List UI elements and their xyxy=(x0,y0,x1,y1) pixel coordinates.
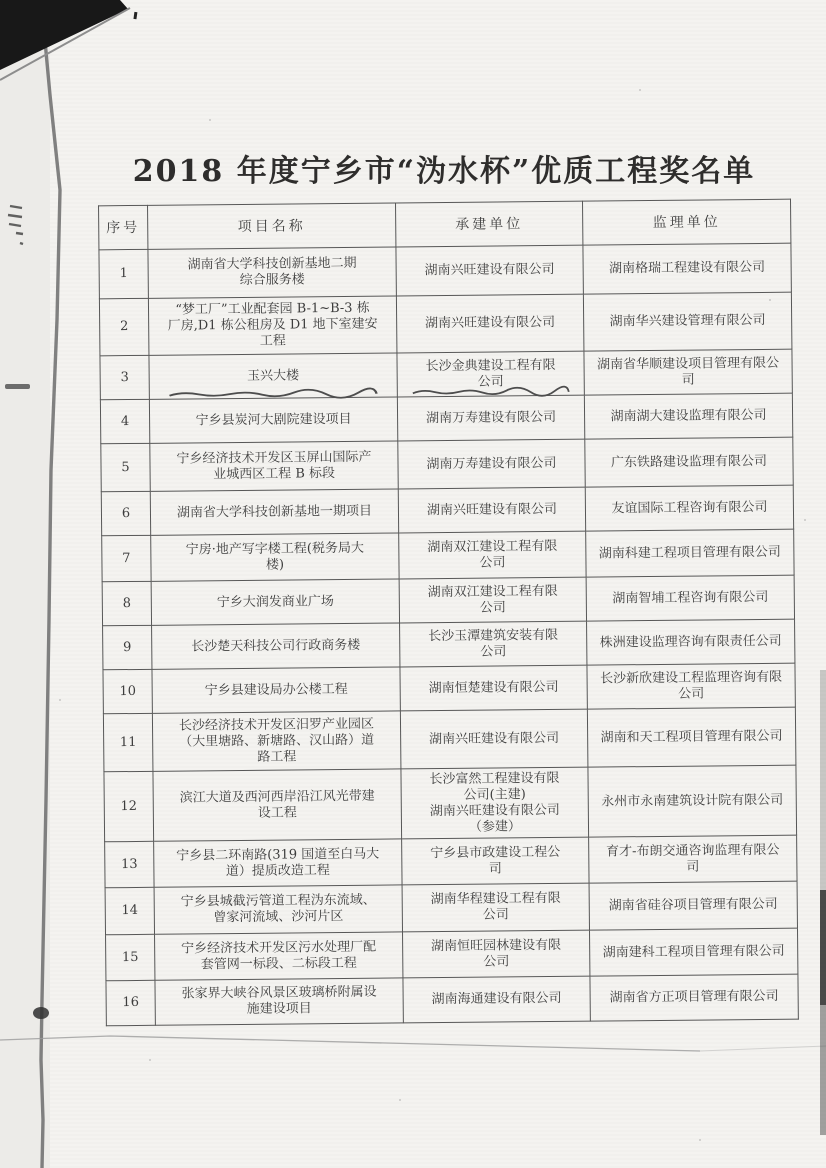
builder-cell xyxy=(397,351,584,397)
supervisor-cell xyxy=(584,349,792,395)
table-row xyxy=(101,437,793,492)
project-name-cell xyxy=(149,353,397,399)
award-table-body xyxy=(99,243,798,1026)
supervisor-cell xyxy=(583,292,792,351)
row-number xyxy=(103,713,153,771)
supervisor-cell xyxy=(589,928,797,976)
project-name-cell xyxy=(150,489,398,535)
builder-cell xyxy=(400,621,587,667)
supervisor-cell-text: 湖南湖大建设监理有限公司 xyxy=(610,407,767,424)
supervisor-cell xyxy=(589,881,797,930)
row-number xyxy=(101,491,150,535)
table-row xyxy=(106,974,798,1026)
row-number xyxy=(105,841,154,887)
row-number xyxy=(103,669,152,713)
table-row xyxy=(104,765,797,842)
builder-cell xyxy=(402,883,589,932)
row-number-text: 12 xyxy=(120,798,138,814)
page-title: 2018 年度宁乡市“沩水杯”优质工程奖名单 xyxy=(132,154,756,189)
supervisor-cell-text: 湖南科建工程项目管理有限公司 xyxy=(598,544,781,562)
supervisor-cell-text: 湖南建科工程项目管理有限公司 xyxy=(602,943,785,961)
corner-scratch-line xyxy=(0,8,130,80)
table-row xyxy=(102,529,794,582)
supervisor-cell-text: 永州市永南建筑设计院有限公司 xyxy=(601,792,784,810)
row-number xyxy=(106,980,155,1025)
supervisor-cell-text: 湖南华兴建设管理有限公司 xyxy=(609,312,766,330)
header-builder: 承建单位 xyxy=(396,201,583,247)
row-number-text: 3 xyxy=(120,369,129,385)
project-name-cell-text: 宁房·地产写字楼工程(税务局大 楼) xyxy=(185,540,364,573)
row-number xyxy=(101,443,150,491)
supervisor-cell xyxy=(584,393,792,439)
row-number-text: 6 xyxy=(121,505,131,521)
builder-cell xyxy=(403,976,590,1023)
supervisor-cell-text: 湖南和天工程项目管理有限公司 xyxy=(600,728,783,746)
award-table-container xyxy=(98,199,798,1027)
fold-line-bottom-faint xyxy=(700,1046,826,1051)
table-row xyxy=(99,292,792,356)
project-name-cell xyxy=(151,579,399,625)
row-number-text: 8 xyxy=(122,595,132,611)
table-row xyxy=(106,928,798,981)
supervisor-cell xyxy=(590,974,798,1021)
corner-fold-artifact xyxy=(0,0,128,70)
supervisor-cell-text: 湖南省方正项目管理有限公司 xyxy=(609,988,779,1006)
ink-smudge-upper xyxy=(8,206,23,244)
row-number-text: 11 xyxy=(119,734,137,750)
table-header-row xyxy=(99,199,791,250)
project-name-cell-text: 宁乡县炭河大剧院建设项目 xyxy=(195,411,352,428)
supervisor-cell xyxy=(586,529,794,577)
builder-cell-text: 湖南兴旺建设有限公司 xyxy=(425,314,556,332)
project-name-cell xyxy=(152,711,401,771)
table-row xyxy=(103,663,795,714)
builder-cell-text: 长沙玉潭建筑安装有限 公司 xyxy=(428,627,559,660)
table-row xyxy=(103,619,795,670)
builder-cell-text: 湖南恒楚建设有限公司 xyxy=(428,679,559,696)
row-number xyxy=(103,625,152,669)
project-name-cell-text: 玉兴大楼 xyxy=(247,367,300,384)
ink-smudge-lower xyxy=(5,384,30,389)
supervisor-cell-text: 湖南省华顺建设项目管理有限公 司 xyxy=(596,355,780,388)
supervisor-cell xyxy=(586,575,794,621)
ink-blob-bottom-left xyxy=(33,1007,49,1019)
builder-cell xyxy=(399,577,586,623)
project-name-cell-text: 宁乡县城截污管道工程沩东流域、 曾家河流域、沙河片区 xyxy=(180,892,376,926)
builder-cell-text: 湖南海通建设有限公司 xyxy=(431,990,562,1008)
table-row xyxy=(100,393,792,444)
table-row xyxy=(103,707,796,772)
builder-cell xyxy=(403,930,590,978)
project-name-cell-text: 张家界大峡谷风景区玻璃桥附属设 施建设项目 xyxy=(181,984,377,1017)
row-number xyxy=(106,934,155,980)
row-number xyxy=(99,298,149,355)
row-number xyxy=(102,535,151,581)
top-tick-mark xyxy=(133,12,137,19)
fold-line-bottom xyxy=(0,1036,700,1051)
builder-cell-text: 湖南华程建设工程有限 公司 xyxy=(430,890,561,923)
row-number xyxy=(104,771,154,841)
builder-cell-text: 长沙金典建设工程有限 公司 xyxy=(425,357,556,390)
project-name-cell xyxy=(148,296,397,355)
project-name-cell xyxy=(155,932,403,980)
builder-cell xyxy=(402,837,589,885)
supervisor-cell xyxy=(589,835,797,883)
supervisor-cell xyxy=(587,663,795,709)
project-name-cell-text: 宁乡县二环南路(319 国道至白马大 道）提质改造工程 xyxy=(176,846,380,879)
row-number-text: 1 xyxy=(119,266,128,282)
builder-cell xyxy=(400,665,587,711)
builder-cell-text: 湖南兴旺建设有限公司 xyxy=(429,730,560,747)
builder-cell xyxy=(399,531,586,579)
project-name-cell-text: “梦工厂”工业配套园 B-1~B-3 栋 厂房,D1 栋公租房及 D1 地下室建安 工程 xyxy=(167,300,378,349)
builder-cell xyxy=(396,245,583,296)
supervisor-cell xyxy=(588,765,797,837)
table-row xyxy=(99,243,791,299)
header-supervisor: 监理单位 xyxy=(582,199,790,245)
builder-cell xyxy=(398,487,585,533)
supervisor-cell xyxy=(587,619,795,665)
table-row xyxy=(102,575,794,626)
row-number-text: 2 xyxy=(119,319,129,335)
project-name-cell xyxy=(153,769,402,841)
builder-cell-text: 长沙富然工程建设有限 公司(主建) 湖南兴旺建设有限公司 （参建） xyxy=(429,770,560,835)
project-name-cell xyxy=(152,667,400,713)
builder-cell-text: 湖南双江建设工程有限 公司 xyxy=(427,583,558,616)
builder-cell-text: 湖南兴旺建设有限公司 xyxy=(424,261,555,279)
supervisor-cell-text: 株洲建设监理咨询有限责任公司 xyxy=(599,633,782,651)
row-number-text: 7 xyxy=(122,550,131,566)
scanner-margin xyxy=(0,0,50,1168)
table-row xyxy=(101,485,793,536)
project-name-cell-text: 湖南省大学科技创新基地二期 综合服务楼 xyxy=(187,255,357,288)
row-number-text: 14 xyxy=(121,902,139,919)
table-row xyxy=(105,835,797,888)
builder-cell xyxy=(396,294,584,353)
project-name-cell xyxy=(154,839,402,887)
row-number-text: 16 xyxy=(122,994,140,1011)
header-serial: 序号 xyxy=(99,205,148,249)
row-number-text: 5 xyxy=(121,459,130,475)
project-name-cell xyxy=(150,441,398,491)
row-number xyxy=(100,355,149,399)
project-name-cell-text: 宁乡经济技术开发区玉屏山国际产 业城西区工程 B 标段 xyxy=(176,449,372,482)
project-name-cell-text: 宁乡经济技术开发区污水处理厂配 套管网一标段、二标段工程 xyxy=(181,939,377,972)
paper-edge-line xyxy=(41,30,60,1168)
header-project: 项目名称 xyxy=(148,203,396,249)
table-row xyxy=(105,881,797,935)
supervisor-cell-text: 湖南智埔工程咨询有限公司 xyxy=(612,589,769,606)
builder-cell-text: 湖南恒旺园林建设有限 公司 xyxy=(431,937,562,970)
supervisor-cell-text: 友谊国际工程咨询有限公司 xyxy=(611,499,768,516)
right-edge-shadow xyxy=(820,670,826,1135)
builder-cell-text: 湖南双江建设工程有限 公司 xyxy=(427,538,558,571)
row-number-text: 15 xyxy=(121,949,139,965)
project-name-cell-text: 滨江大道及西河西岸沿江风光带建 设工程 xyxy=(179,788,375,821)
supervisor-cell-text: 育才-布朗交通咨询监理有限公 司 xyxy=(605,842,780,875)
builder-cell-text: 湖南万寿建设有限公司 xyxy=(426,455,557,472)
supervisor-cell xyxy=(585,437,793,487)
table-row xyxy=(100,349,792,400)
project-name-cell xyxy=(154,885,402,934)
project-name-cell xyxy=(151,533,399,581)
builder-cell xyxy=(397,395,584,441)
builder-cell-text: 湖南万寿建设有限公司 xyxy=(425,409,557,426)
project-name-cell-text: 长沙经济技术开发区汨罗产业园区 （大里塘路、新塘路、汉山路）道 路工程 xyxy=(178,716,375,765)
supervisor-cell xyxy=(583,243,791,294)
row-number xyxy=(105,887,154,934)
supervisor-cell xyxy=(587,707,796,767)
row-number xyxy=(99,249,148,298)
supervisor-cell-text: 湖南格瑞工程建设有限公司 xyxy=(609,259,766,277)
supervisor-cell xyxy=(585,485,793,531)
row-number-text: 4 xyxy=(120,413,130,429)
builder-cell xyxy=(398,439,585,489)
project-name-cell xyxy=(149,397,397,443)
builder-cell-text: 湖南兴旺建设有限公司 xyxy=(426,501,558,518)
builder-cell xyxy=(401,767,589,839)
project-name-cell-text: 湖南省大学科技创新基地一期项目 xyxy=(176,503,373,521)
row-number-text: 13 xyxy=(120,856,138,872)
project-name-cell-text: 宁乡大润发商业广场 xyxy=(216,593,334,610)
supervisor-cell-text: 湖南省硅谷项目管理有限公司 xyxy=(608,896,778,914)
builder-cell-text: 宁乡县市政建设工程公 司 xyxy=(430,844,561,877)
row-number-text: 9 xyxy=(123,639,132,655)
award-table xyxy=(98,199,799,1027)
project-name-cell-text: 长沙楚天科技公司行政商务楼 xyxy=(191,637,361,654)
builder-cell xyxy=(400,709,588,769)
row-number xyxy=(100,399,149,443)
project-name-cell xyxy=(152,623,400,669)
row-number xyxy=(102,581,151,625)
supervisor-cell-text: 长沙新欣建设工程监理咨询有限 公司 xyxy=(599,669,783,702)
project-name-cell-text: 宁乡县建设局办公楼工程 xyxy=(204,681,348,698)
supervisor-cell-text: 广东铁路建设监理有限公司 xyxy=(610,453,768,470)
project-name-cell xyxy=(155,978,403,1025)
project-name-cell xyxy=(148,247,396,298)
row-number-text: 10 xyxy=(119,683,137,699)
